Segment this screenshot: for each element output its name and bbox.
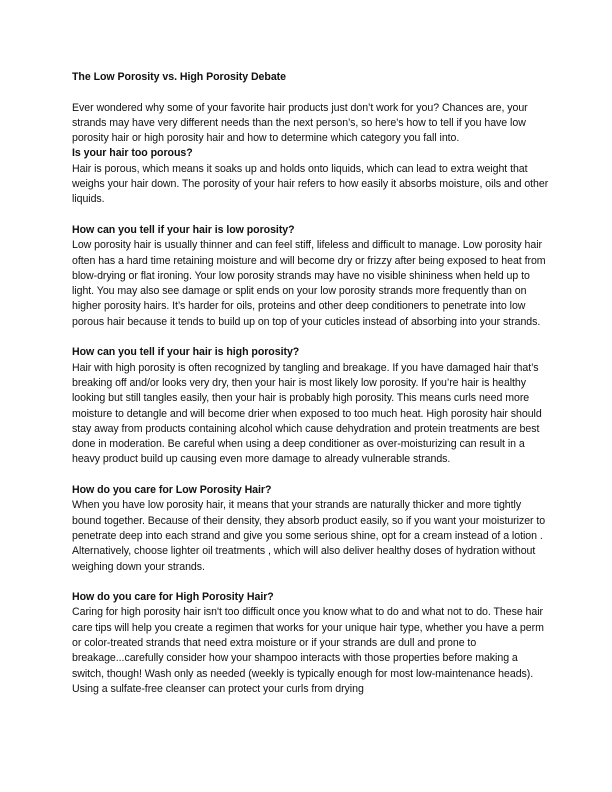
document-page — [72, 70, 552, 712]
document-title: The Low Porosity vs. High Porosity Debate — [72, 71, 286, 83]
section-body: Caring for high porosity hair isn't too difficult once you know what to do and what not to do. These hair care tips will help you create a regimen that works for your unique hair type, whether you have a perm or color-treated strands that need extra moisture or if your strands are dull and prone to breakage...carefully consider how your shampoo interacts with those properties before making a switch, though! Wash only as needed (weekly is typically enough for most low-maintenance heads). Using a sulfate-free cleanser can protect your curls from drying — [72, 606, 544, 695]
section-body: Hair with high porosity is often recognized by tangling and breakage. If you have damaged hair that’s breaking off and/or looks very dry, then your hair is most likely low porosity. If you’re hair is healthy looking but still tangles easily, then your hair is probably high porosity. This means curls need more moisture to detangle and will become drier when exposed to too much heat. High porosity hair should stay away from products containing alcohol which cause dehydration and protein treatments are best done in moderation. Be careful when using a deep conditioner as over-moisturizing can result in a heavy product build up causing even more damage to already vulnerable strands. — [72, 361, 542, 466]
section-heading: How do you care for High Porosity Hair? — [72, 591, 274, 604]
section-body: Low porosity hair is usually thinner and can feel stiff, lifeless and difficult to manage. Low porosity hair often has a hard time retaining moisture and will become dry or frizzy after being exposed to heat from blow-drying or flat ironing. Your low porosity strands may have no visible shininess when held up to light. You may also see damage or split ends on your low porosity strands more frequently than on higher porosity hairs. It’s harder for oils, proteins and other deep conditioners to penetrate into low porous hair because it tends to build up on top of your cuticles instead of absorbing into your strands. — [72, 239, 546, 328]
section-low-porosity-care — [72, 483, 552, 575]
section-high-porosity-care — [72, 590, 552, 697]
section-porous — [72, 146, 552, 207]
section-low-porosity-signs — [72, 223, 552, 330]
intro-paragraph: Ever wondered why some of your favorite hair products just don’t work for you? Chances are, your strands may have very different needs than the next person’s, so here’s how to tell if you have low porosity hair or high porosity hair and how to determine which category you fall into. — [72, 101, 528, 145]
section-heading: How do you care for Low Porosity Hair? — [72, 484, 272, 497]
section-body: Hair is porous, which means it soaks up and holds onto liquids, which can lead to extra weight that weighs your hair down. The porosity of your hair refers to how easily it absorbs moisture, oils and other liquids. — [72, 162, 549, 206]
section-high-porosity-signs — [72, 345, 552, 467]
section-heading: Is your hair too porous? — [72, 147, 193, 160]
section-body: When you have low porosity hair, it means that your strands are naturally thicker and more tightly bound together. Because of their density, they absorb product easily, so if you want your moisturizer to penetrate deep into each strand and give you some serious shine, opt for a cream instead of a lotion . Alternatively, choose lighter oil treatments , which will also deliver healthy doses of hydration without weighing down your strands. — [72, 499, 546, 573]
section-heading: How can you tell if your hair is low porosity? — [72, 223, 295, 236]
section-heading: How can you tell if your hair is high porosity? — [72, 346, 300, 359]
